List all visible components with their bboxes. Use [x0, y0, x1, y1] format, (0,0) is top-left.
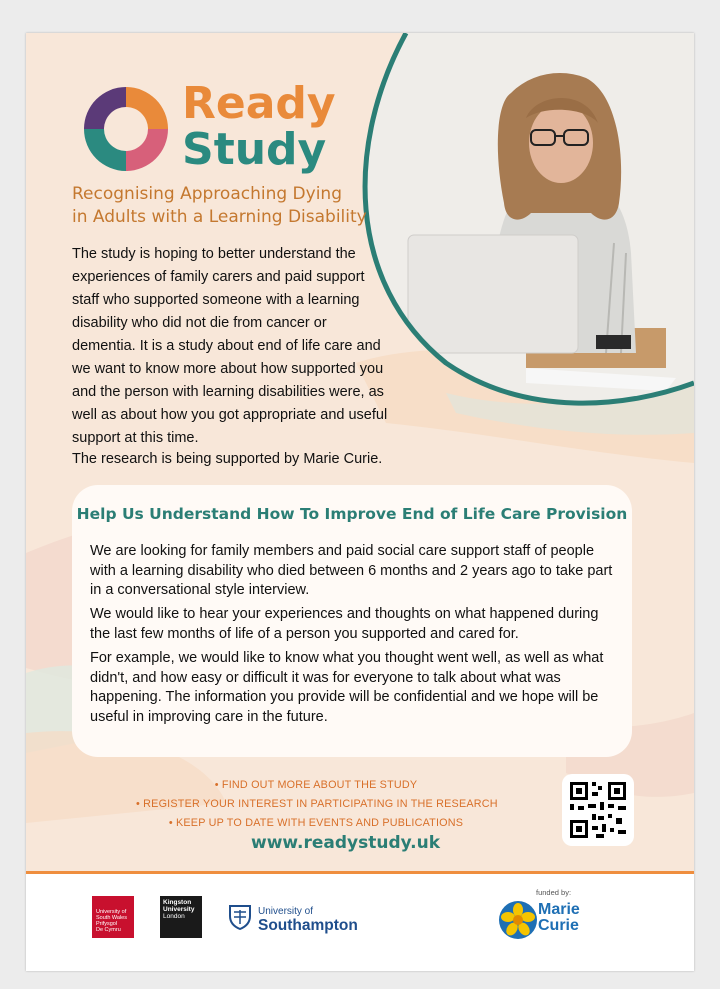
study-subtitle — [72, 183, 432, 229]
call-to-action-list — [136, 776, 496, 833]
usw-line-2: South Wales — [96, 915, 127, 921]
brand-word-study: Study — [182, 124, 327, 175]
card-heading: Help Us Understand How To Improve End of Life Care Provision — [76, 505, 628, 523]
kingston-line-1: Kingston — [163, 899, 192, 906]
ready-study-logo-icon — [78, 81, 174, 177]
southampton-line-1: University of — [258, 906, 314, 917]
card-paragraph-2: We would like to hear your experiences and thoughts on what happened during the last few months of life of a person you supported and cared for. — [90, 606, 599, 642]
partner-footer — [26, 874, 694, 971]
southampton-crest-icon — [228, 904, 252, 930]
support-note: The research is being supported by Marie Curie. — [72, 451, 383, 467]
southampton-logo-text — [258, 906, 358, 934]
subtitle-line-2: in Adults with a Learning Disability — [72, 207, 367, 227]
bullet-keep-up-to-date: • KEEP UP TO DATE WITH EVENTS AND PUBLICATIONS — [168, 817, 464, 829]
daffodil-icon — [498, 900, 538, 940]
southampton-line-2: Southampton — [258, 917, 358, 934]
website-link[interactable]: www.readystudy.uk — [251, 833, 441, 853]
brand-title — [182, 78, 336, 175]
usw-line-4: De Cymru — [96, 927, 121, 933]
kingston-university-logo — [160, 896, 202, 938]
marie-curie-line-2: Curie — [538, 917, 579, 934]
bullet-find-out-more: • FIND OUT MORE ABOUT THE STUDY — [214, 779, 418, 791]
usw-line-3: Prifysgol — [96, 921, 118, 927]
kingston-line-3: London — [163, 913, 185, 920]
marie-curie-line-1: Marie — [538, 901, 580, 918]
card-paragraph-1: We are looking for family members and paid social care support staff of people with a learning disability who died between 6 months and 2 years ago to take part in a conversational style interview. — [90, 543, 613, 598]
marie-curie-logo-text — [538, 902, 580, 934]
qr-code-graphic — [562, 774, 634, 846]
usw-line-1: University of — [96, 909, 127, 915]
intro-paragraph: The study is hoping to better understand the experiences of family carers and paid support staff who supported someone with a learning disability who did not die from cancer or dementia. It is a study about end of life care and we want to know more about how supported you and the person with learning disabilities were, as well as about how you got appropriate and useful support at this time. — [72, 246, 388, 446]
qr-code-icon[interactable] — [562, 774, 634, 846]
bullet-register-interest: • REGISTER YOUR INTEREST IN PARTICIPATING IN THE RESEARCH — [136, 798, 498, 810]
funded-by-label: funded by: — [536, 888, 572, 897]
poster — [26, 33, 694, 971]
usw-logo — [92, 896, 134, 938]
brand-word-ready: Ready — [182, 78, 336, 129]
subtitle-line-1: Recognising Approaching Dying — [72, 184, 342, 204]
card-paragraph-3: For example, we would like to know what you thought went well, as well as what didn't, and how easy or difficult it was for everyone to talk about what was happening. The information you provide will be confidential and we hope will be useful in improving care in the future. — [90, 650, 604, 725]
kingston-line-2: University — [163, 906, 195, 913]
info-card — [72, 485, 632, 757]
